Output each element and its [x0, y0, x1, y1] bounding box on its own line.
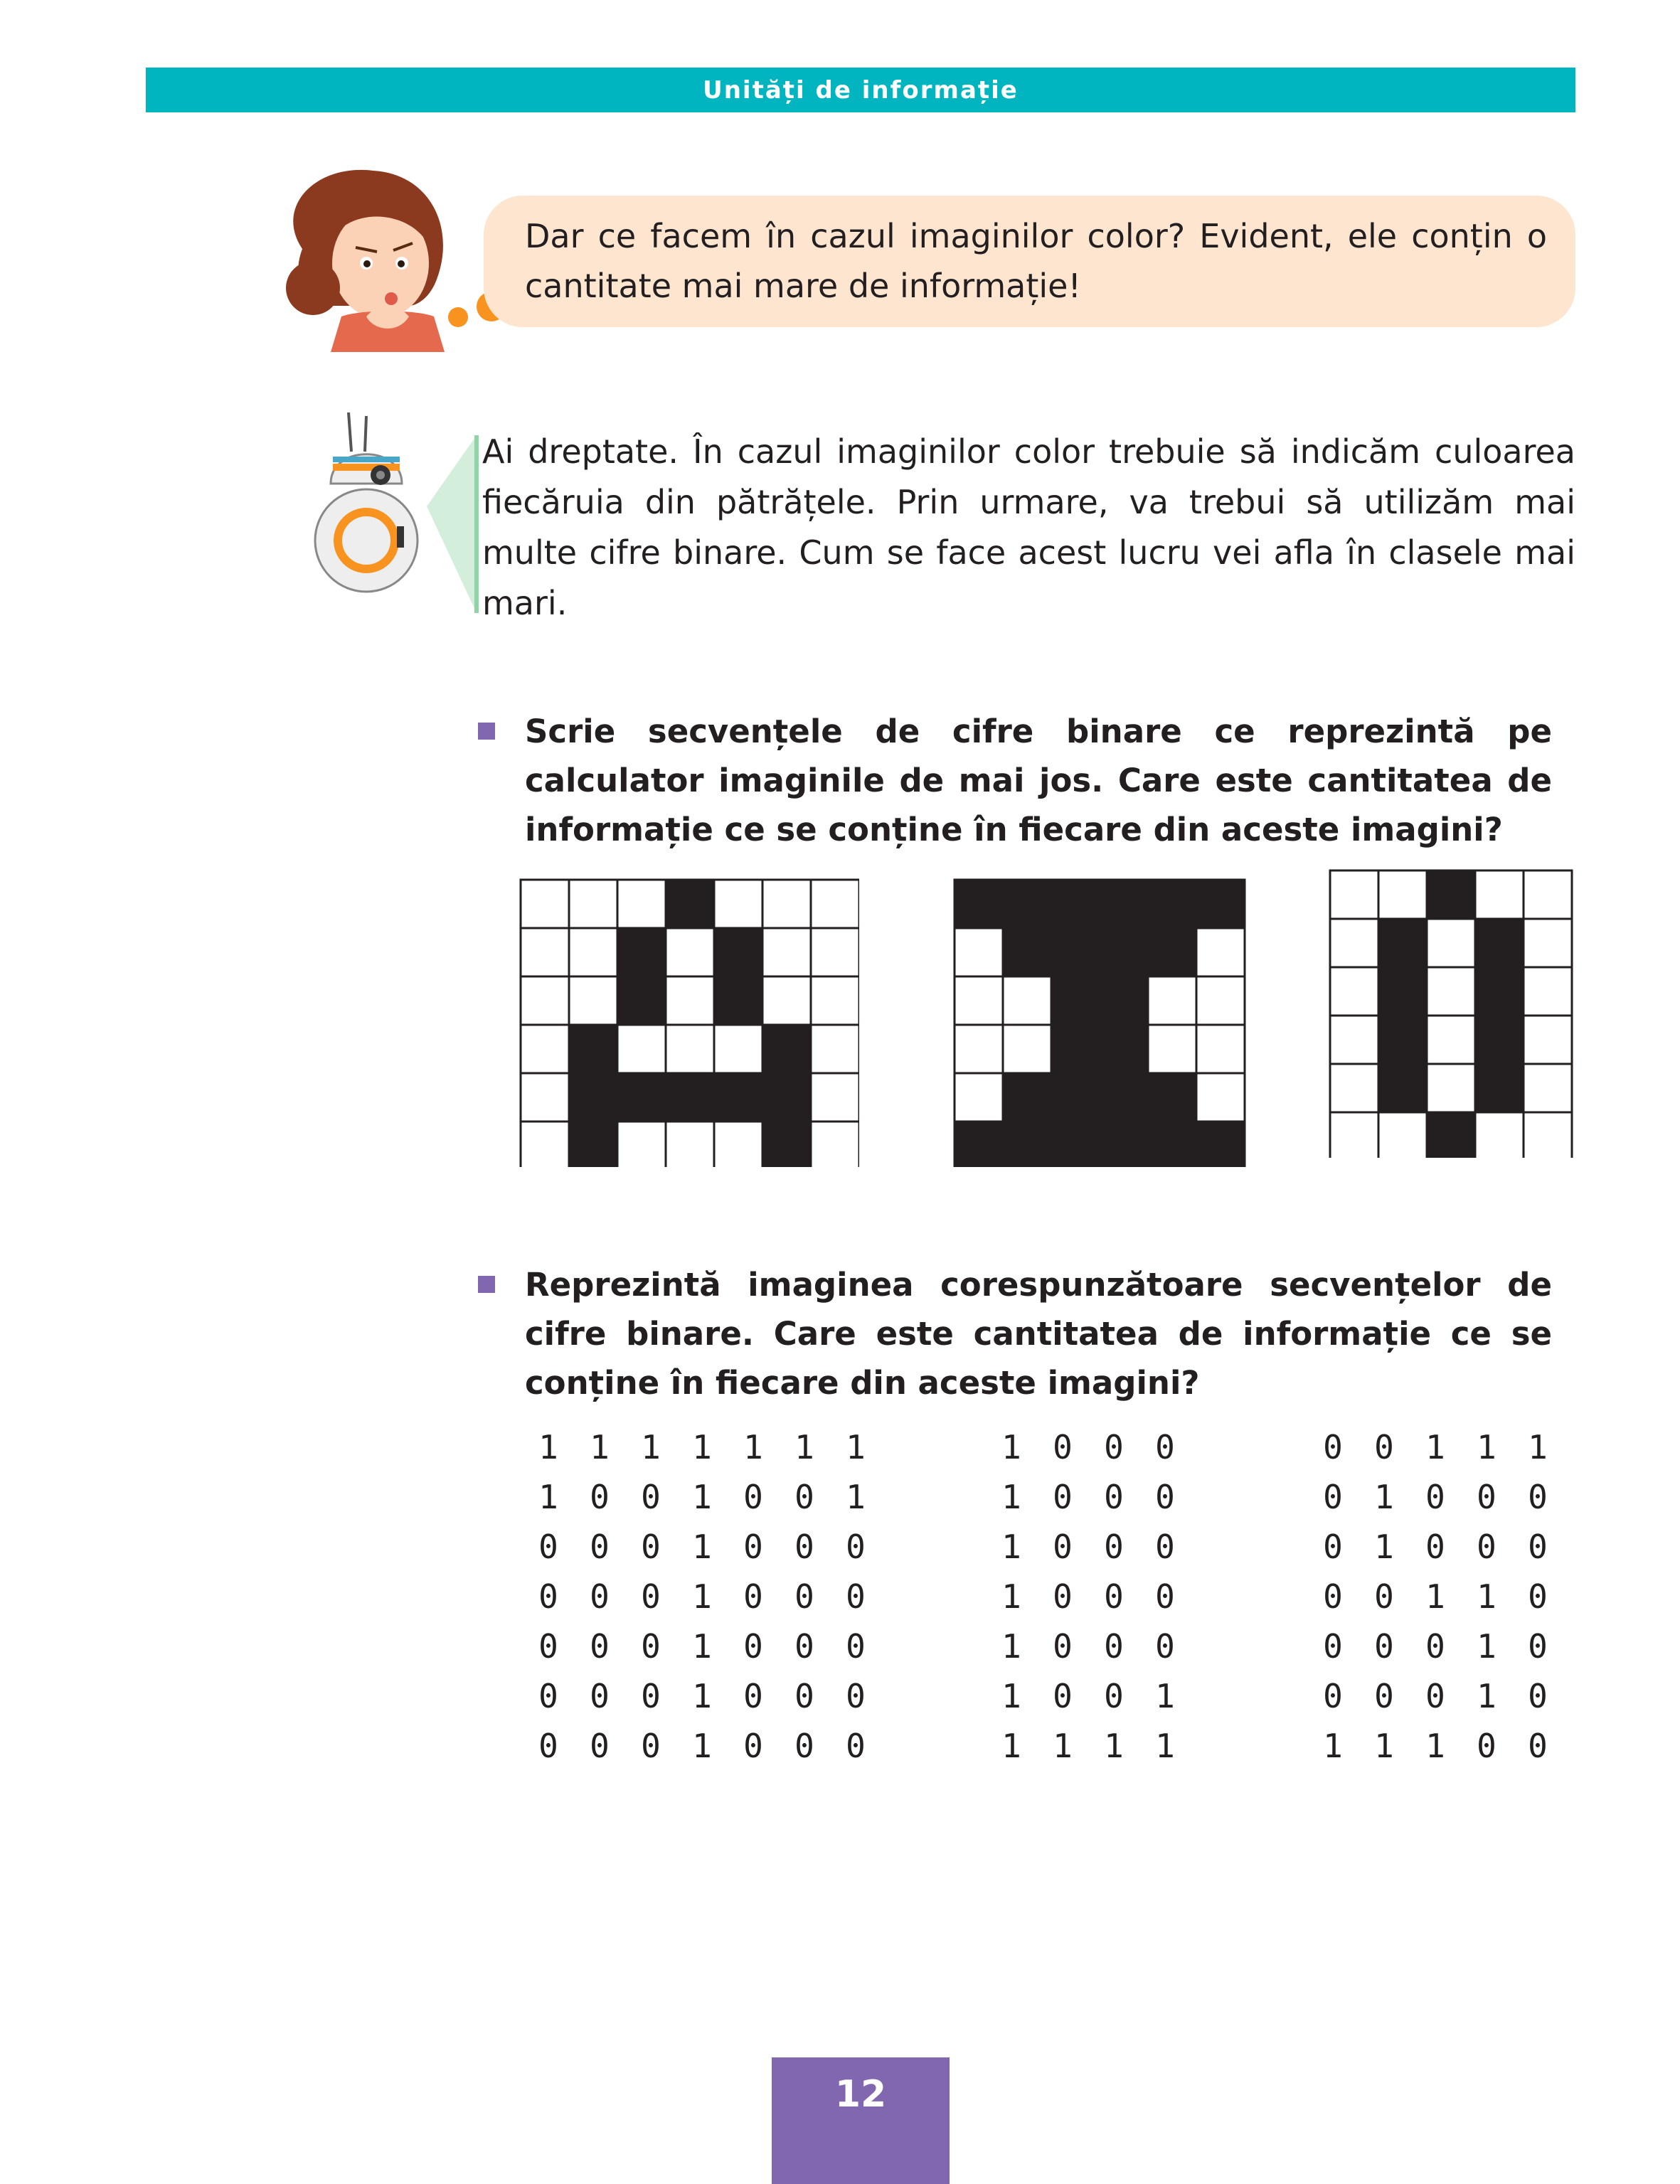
- binary-digit: 0: [538, 1677, 558, 1715]
- task-2: [478, 1260, 1552, 1407]
- grid-cell: [1330, 1064, 1378, 1112]
- grid-cell: [617, 1073, 666, 1122]
- binary-digit: 1: [1477, 1577, 1496, 1616]
- binary-digit: 0: [1477, 1727, 1496, 1765]
- grid-cell: [762, 976, 811, 1025]
- grid-cell: [666, 1073, 714, 1122]
- binary-digit: 1: [692, 1577, 712, 1616]
- binary-digit: 0: [846, 1677, 866, 1715]
- grid-cell: [521, 928, 569, 976]
- grid-cell: [1378, 1112, 1427, 1158]
- grid-cell: [1330, 919, 1378, 967]
- binary-digit: 0: [743, 1577, 763, 1616]
- binary-digit: 0: [1323, 1627, 1343, 1666]
- binary-digit: 0: [590, 1577, 610, 1616]
- binary-digit: 0: [1528, 1677, 1548, 1715]
- grid-cell: [955, 880, 1003, 928]
- grid-cell: [1427, 919, 1475, 967]
- binary-digit: 0: [1528, 1577, 1548, 1616]
- binary-digit: 0: [1374, 1677, 1394, 1715]
- binary-digit: 0: [538, 1528, 558, 1566]
- binary-digit: 0: [1104, 1428, 1124, 1466]
- binary-digit: 0: [590, 1478, 610, 1516]
- grid-cell: [1378, 1016, 1427, 1064]
- binary-digit: 1: [1001, 1627, 1021, 1666]
- binary-digit: 0: [1053, 1577, 1073, 1616]
- grid-cell: [1378, 870, 1427, 919]
- binary-digit: 0: [743, 1528, 763, 1566]
- binary-digit: 1: [1001, 1428, 1021, 1466]
- binary-row: [1307, 1422, 1563, 1472]
- binary-digit: 0: [1477, 1528, 1496, 1566]
- binary-digit: 0: [1374, 1428, 1394, 1466]
- grid-cell: [1330, 870, 1378, 919]
- binary-digit: 0: [1528, 1627, 1548, 1666]
- binary-row: [523, 1472, 881, 1522]
- speech-bubble: [484, 196, 1575, 327]
- grid-cell: [762, 1073, 811, 1122]
- grid-cell: [714, 880, 762, 928]
- grid-cell: [569, 880, 617, 928]
- grid-cell: [1100, 976, 1148, 1025]
- grid-cell: [1378, 919, 1427, 967]
- header-bar: [146, 68, 1575, 112]
- binary-digit: 1: [1104, 1727, 1124, 1765]
- binary-row: [986, 1671, 1191, 1721]
- binary-digit: 0: [1374, 1627, 1394, 1666]
- binary-row: [986, 1721, 1191, 1771]
- binary-row: [523, 1522, 881, 1572]
- task-1-text: Scrie secvențele de cifre binare ce reprezintă pe calculator imaginile de mai jos. Care este cantitatea de informație ce se conține în fiecare din aceste imagini?: [525, 713, 1552, 848]
- binary-digit: 0: [1323, 1428, 1343, 1466]
- binary-row: [1307, 1472, 1563, 1522]
- grid-cell: [1148, 1122, 1196, 1167]
- binary-digit: 0: [641, 1577, 661, 1616]
- binary-digit: 0: [641, 1627, 661, 1666]
- grid-cell: [1475, 870, 1524, 919]
- pixel-grid-2: [953, 878, 1249, 1167]
- binary-digit: 0: [538, 1727, 558, 1765]
- girl-speech-text: Dar ce facem în cazul imaginilor color? Evident, ele conțin o cantitate mai mare de informație!: [525, 217, 1547, 305]
- grid-cell: [617, 976, 666, 1025]
- binary-digit: 0: [743, 1627, 763, 1666]
- grid-cell: [1475, 967, 1524, 1016]
- grid-cell: [1378, 967, 1427, 1016]
- binary-digit: 1: [538, 1478, 558, 1516]
- binary-row: [1307, 1621, 1563, 1671]
- grid-cell: [1427, 1016, 1475, 1064]
- binary-digit: 0: [1104, 1528, 1124, 1566]
- binary-digit: 0: [1155, 1528, 1175, 1566]
- binary-digit: 0: [538, 1577, 558, 1616]
- grid-cell: [521, 976, 569, 1025]
- grid-cell: [617, 1122, 666, 1167]
- grid-cell: [1051, 1122, 1100, 1167]
- binary-digit: 0: [1053, 1478, 1073, 1516]
- binary-digit: 0: [641, 1478, 661, 1516]
- grid-cell: [1148, 880, 1196, 928]
- grid-cell: [521, 1122, 569, 1167]
- binary-digit: 0: [743, 1478, 763, 1516]
- grid-cell: [617, 1025, 666, 1073]
- grid-cell: [1475, 919, 1524, 967]
- binary-digit: 0: [1323, 1577, 1343, 1616]
- binary-digit: 1: [1001, 1727, 1021, 1765]
- binary-row: [986, 1422, 1191, 1472]
- binary-digit: 0: [1528, 1727, 1548, 1765]
- grid-cell: [521, 1025, 569, 1073]
- binary-digit: 1: [743, 1428, 763, 1466]
- binary-digit: 1: [1001, 1677, 1021, 1715]
- grid-cell: [569, 976, 617, 1025]
- grid-cell: [666, 880, 714, 928]
- binary-digit: 0: [538, 1627, 558, 1666]
- binary-digit: 1: [1001, 1528, 1021, 1566]
- grid-cell: [666, 1122, 714, 1167]
- binary-row: [523, 1671, 881, 1721]
- grid-cell: [1524, 967, 1572, 1016]
- grid-cell: [666, 928, 714, 976]
- grid-cell: [1427, 967, 1475, 1016]
- binary-row: [523, 1572, 881, 1621]
- binary-digit: 1: [692, 1727, 712, 1765]
- binary-row: [1307, 1572, 1563, 1621]
- binary-digit: 0: [1053, 1428, 1073, 1466]
- binary-row: [986, 1472, 1191, 1522]
- binary-digit: 1: [1425, 1577, 1445, 1616]
- grid-cell: [1330, 967, 1378, 1016]
- grid-cell: [1524, 1016, 1572, 1064]
- binary-digit: 0: [641, 1727, 661, 1765]
- binary-digit: 0: [743, 1727, 763, 1765]
- binary-digit: 0: [1528, 1478, 1548, 1516]
- binary-digit: 1: [1374, 1478, 1394, 1516]
- binary-digit: 0: [1528, 1528, 1548, 1566]
- grid-cell: [666, 1025, 714, 1073]
- binary-digit: 0: [794, 1528, 814, 1566]
- grid-cell: [569, 1025, 617, 1073]
- binary-digit: 1: [692, 1478, 712, 1516]
- binary-digit: 1: [1053, 1727, 1073, 1765]
- binary-row: [523, 1422, 881, 1472]
- binary-digit: 1: [1477, 1627, 1496, 1666]
- binary-digit: 0: [794, 1577, 814, 1616]
- binary-digit: 0: [846, 1528, 866, 1566]
- binary-digit: 1: [1323, 1727, 1343, 1765]
- binary-digit: 1: [1001, 1577, 1021, 1616]
- binary-row: [1307, 1522, 1563, 1572]
- girl-illustration: [274, 164, 459, 352]
- binary-digit: 0: [1155, 1478, 1175, 1516]
- grid-cell: [1051, 1073, 1100, 1122]
- binary-digit: 1: [1155, 1727, 1175, 1765]
- binary-row: [986, 1621, 1191, 1671]
- grid-cell: [1003, 928, 1051, 976]
- grid-cell: [811, 1122, 859, 1167]
- binary-digit: 0: [1053, 1677, 1073, 1715]
- grid-cell: [1196, 1073, 1245, 1122]
- grid-cell: [1100, 1122, 1148, 1167]
- binary-digit: 1: [794, 1428, 814, 1466]
- grid-cell: [1148, 928, 1196, 976]
- grid-cell: [955, 1025, 1003, 1073]
- grid-cell: [762, 928, 811, 976]
- binary-digit: 0: [590, 1627, 610, 1666]
- binary-digit: 1: [1477, 1677, 1496, 1715]
- binary-digit: 1: [1425, 1727, 1445, 1765]
- binary-digit: 0: [794, 1478, 814, 1516]
- grid-cell: [1100, 1073, 1148, 1122]
- binary-digit: 0: [846, 1577, 866, 1616]
- binary-digit: 0: [1053, 1528, 1073, 1566]
- binary-digit: 0: [794, 1627, 814, 1666]
- bubble-dot-small: [448, 307, 468, 327]
- robot-illustration: [313, 412, 420, 608]
- grid-cell: [1051, 976, 1100, 1025]
- binary-row: [1307, 1721, 1563, 1771]
- binary-digit: 1: [1155, 1677, 1175, 1715]
- grid-cell: [1003, 976, 1051, 1025]
- grid-cell: [811, 928, 859, 976]
- grid-cell: [1003, 1025, 1051, 1073]
- grid-cell: [1148, 1025, 1196, 1073]
- grid-cell: [714, 1073, 762, 1122]
- grid-cell: [1475, 1112, 1524, 1158]
- binary-digit: 0: [1104, 1577, 1124, 1616]
- grid-cell: [1003, 1122, 1051, 1167]
- grid-cell: [1524, 870, 1572, 919]
- grid-cell: [1427, 1112, 1475, 1158]
- grid-cell: [1427, 870, 1475, 919]
- binary-digit: 0: [1323, 1677, 1343, 1715]
- binary-digit: 0: [1425, 1677, 1445, 1715]
- grid-cell: [1475, 1016, 1524, 1064]
- grid-cell: [1196, 976, 1245, 1025]
- binary-digit: 0: [1477, 1478, 1496, 1516]
- grid-cell: [762, 1122, 811, 1167]
- grid-cell: [1330, 1112, 1378, 1158]
- binary-digit: 1: [692, 1428, 712, 1466]
- binary-digit: 1: [692, 1627, 712, 1666]
- grid-cell: [521, 1073, 569, 1122]
- binary-digit: 1: [692, 1677, 712, 1715]
- binary-sequence-1: [523, 1422, 881, 1771]
- binary-digit: 0: [590, 1727, 610, 1765]
- binary-digit: 1: [1001, 1478, 1021, 1516]
- binary-digit: 1: [1374, 1727, 1394, 1765]
- binary-digit: 0: [794, 1677, 814, 1715]
- grid-cell: [569, 1122, 617, 1167]
- binary-digit: 0: [1104, 1478, 1124, 1516]
- binary-digit: 0: [641, 1677, 661, 1715]
- grid-cell: [1196, 880, 1245, 928]
- grid-cell: [1524, 1064, 1572, 1112]
- grid-cell: [1100, 1025, 1148, 1073]
- grid-cell: [762, 880, 811, 928]
- binary-row: [986, 1572, 1191, 1621]
- grid-cell: [1100, 928, 1148, 976]
- grid-cell: [955, 976, 1003, 1025]
- binary-digit: 0: [1323, 1478, 1343, 1516]
- binary-row: [986, 1522, 1191, 1572]
- grid-cell: [521, 880, 569, 928]
- grid-cell: [1196, 928, 1245, 976]
- grid-cell: [1051, 1025, 1100, 1073]
- binary-sequence-3: [1307, 1422, 1563, 1771]
- header-title: Unități de informație: [703, 75, 1019, 105]
- robot-speech-text: Ai dreptate. În cazul imaginilor color trebuie să indicăm culoarea fiecăruia din pătrățele. Prin urmare, va trebui să utilizăm mai multe cifre binare. Cum se face acest lucru vei afla în clasele mai mari.: [482, 432, 1575, 622]
- binary-digit: 1: [1374, 1528, 1394, 1566]
- grid-cell: [714, 1122, 762, 1167]
- grid-cell: [1148, 976, 1196, 1025]
- binary-row: [523, 1721, 881, 1771]
- binary-digit: 0: [1053, 1627, 1073, 1666]
- grid-cell: [1100, 880, 1148, 928]
- grid-cell: [1051, 880, 1100, 928]
- task-1-bullet: [478, 723, 495, 740]
- binary-digit: 0: [1155, 1428, 1175, 1466]
- binary-digit: 0: [590, 1528, 610, 1566]
- grid-cell: [1524, 1112, 1572, 1158]
- binary-digit: 1: [692, 1528, 712, 1566]
- binary-digit: 1: [538, 1428, 558, 1466]
- grid-cell: [1475, 1064, 1524, 1112]
- grid-cell: [1378, 1064, 1427, 1112]
- grid-cell: [714, 928, 762, 976]
- binary-digit: 0: [1425, 1478, 1445, 1516]
- grid-cell: [955, 928, 1003, 976]
- grid-cell: [1330, 1016, 1378, 1064]
- grid-cell: [811, 1073, 859, 1122]
- binary-row: [1307, 1671, 1563, 1721]
- binary-digit: 0: [794, 1727, 814, 1765]
- grid-cell: [1051, 928, 1100, 976]
- grid-cell: [617, 928, 666, 976]
- binary-sequence-2: [986, 1422, 1191, 1771]
- binary-digit: 0: [1104, 1677, 1124, 1715]
- task-2-text: Reprezintă imaginea corespunzătoare secvențelor de cifre binare. Care este cantitatea de informație ce se conține în fiecare din aceste imagini?: [525, 1266, 1552, 1402]
- grid-cell: [1148, 1073, 1196, 1122]
- binary-digit: 0: [1155, 1627, 1175, 1666]
- robot-pointer: [427, 435, 484, 613]
- grid-cell: [762, 1025, 811, 1073]
- grid-cell: [1196, 1025, 1245, 1073]
- grid-cell: [569, 1073, 617, 1122]
- binary-digit: 0: [1104, 1627, 1124, 1666]
- grid-cell: [666, 976, 714, 1025]
- grid-cell: [811, 976, 859, 1025]
- grid-cell: [1427, 1064, 1475, 1112]
- pixel-grid-1: [519, 878, 859, 1167]
- pixel-grid-3: [1329, 869, 1573, 1158]
- binary-digit: 0: [590, 1677, 610, 1715]
- page-number-box: [772, 2057, 950, 2184]
- binary-digit: 0: [1374, 1577, 1394, 1616]
- binary-digit: 1: [641, 1428, 661, 1466]
- grid-cell: [811, 1025, 859, 1073]
- binary-digit: 0: [641, 1528, 661, 1566]
- binary-digit: 1: [846, 1428, 866, 1466]
- binary-digit: 1: [846, 1478, 866, 1516]
- task-2-bullet: [478, 1276, 495, 1293]
- binary-digit: 0: [1425, 1528, 1445, 1566]
- grid-cell: [569, 928, 617, 976]
- binary-row: [523, 1621, 881, 1671]
- page-number: 12: [834, 2073, 887, 2116]
- grid-cell: [617, 880, 666, 928]
- grid-cell: [714, 976, 762, 1025]
- binary-digit: 0: [743, 1677, 763, 1715]
- grid-cell: [1003, 880, 1051, 928]
- binary-digit: 0: [1425, 1627, 1445, 1666]
- binary-digit: 1: [590, 1428, 610, 1466]
- binary-digit: 1: [1425, 1428, 1445, 1466]
- binary-digit: 0: [846, 1727, 866, 1765]
- binary-digit: 1: [1528, 1428, 1548, 1466]
- grid-cell: [955, 1073, 1003, 1122]
- task-1: [478, 707, 1552, 854]
- grid-cell: [1524, 919, 1572, 967]
- grid-cell: [714, 1025, 762, 1073]
- grid-cell: [955, 1122, 1003, 1167]
- binary-digit: 0: [1155, 1577, 1175, 1616]
- grid-cell: [1196, 1122, 1245, 1167]
- grid-cell: [1003, 1073, 1051, 1122]
- binary-digit: 0: [846, 1627, 866, 1666]
- binary-digit: 0: [1323, 1528, 1343, 1566]
- binary-digit: 1: [1477, 1428, 1496, 1466]
- grid-cell: [811, 880, 859, 928]
